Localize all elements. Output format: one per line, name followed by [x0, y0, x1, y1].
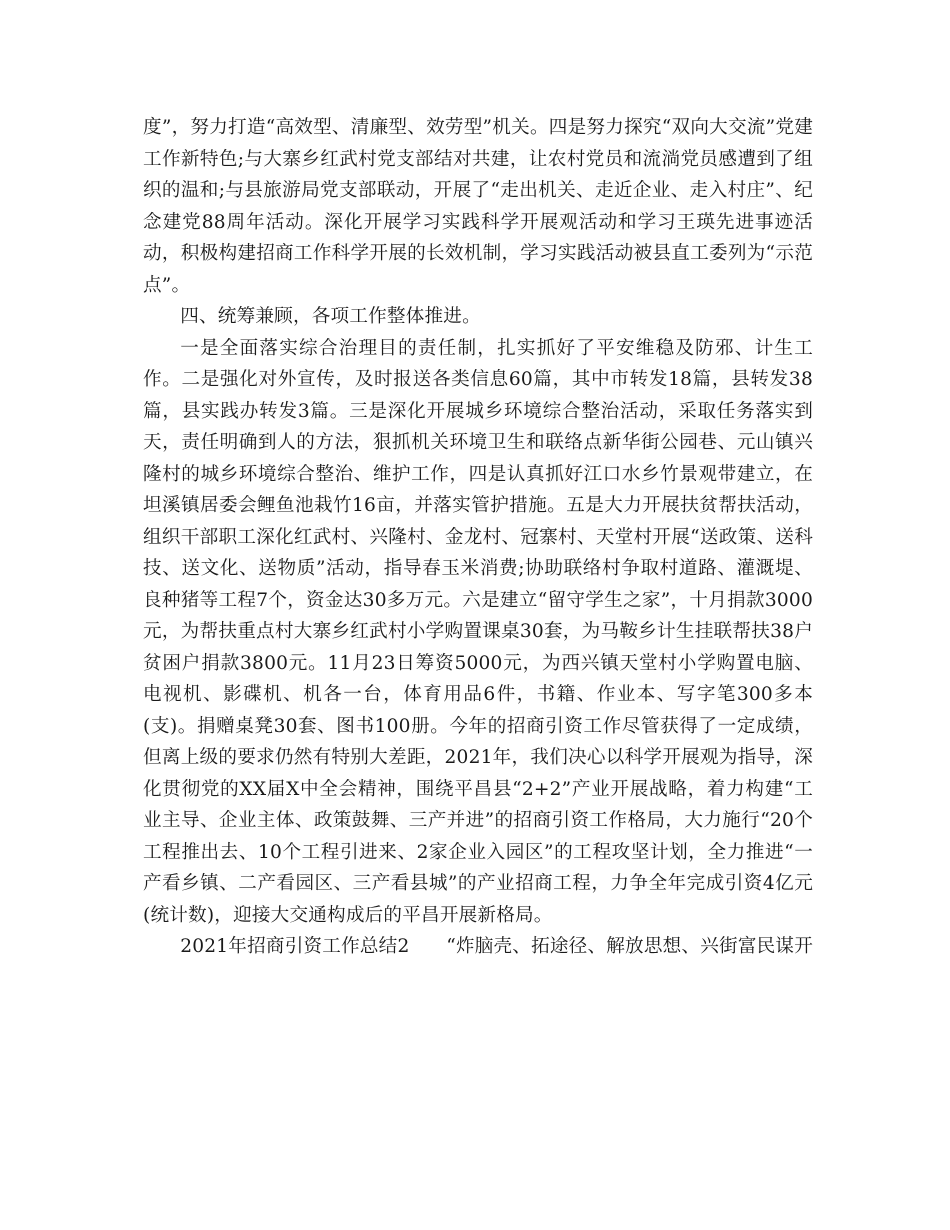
next-section-line [143, 931, 813, 963]
paragraph-overall-work: 一是全面落实综合治理目的责任制，扎实抓好了平安维稳及防邪、计生工作。二是强化对外宣传，及时报送各类信息60篇，其中市转发18篇，县转发38篇，县实践办转发3篇。三是深化开展城乡环境综合整治活动，采取任务落实到天，责任明确到人的方法，狠抓机关环境卫生和联络点新华街公园巷、元山镇兴隆村的城乡环境综合整治、维护工作，四是认真抓好江口水乡竹景观带建立，在坦溪镇居委会鲤鱼池栽竹16亩，并落实管护措施。五是大力开展扶贫帮扶活动，组织干部职工深化红武村、兴隆村、金龙村、冠寨村、天堂村开展“送政策、送科技、送文化、送物质”活动，指导春玉米消费;协助联络村争取村道路、灌溉堤、良种猪等工程7个，资金达30多万元。六是建立“留守学生之家”，十月捐款3000元，为帮扶重点村大寨乡红武村小学购置课桌30套，为马鞍乡计生挂联帮扶38户贫困户捐款3800元。11月23日筹资5000元，为西兴镇天堂村小学购置电脑、电视机、影碟机、机各一台，体育用品6件，书籍、作业本、写字笔300多本(支)。捐赠桌凳30套、图书100册。今年的招商引资工作尽管获得了一定成绩，但离上级的要求仍然有特别大差距，2021年，我们决心以科学开展观为指导，深化贯彻党的XX届X中全会精神，围绕平昌县“2+2”产业开展战略，着力构建“工业主导、企业主体、政策鼓舞、三产并进”的招商引资工作格局，大力施行“20个工程推出去、10个工程引进来、2家企业入园区”的工程攻坚计划，全力推进“一产看乡镇、二产看园区、三产看县城”的产业招商工程，力争全年完成引资4亿元(统计数)，迎接大交通构成后的平昌开展新格局。 [143, 337, 813, 926]
paragraph-party-building: 度”，努力打造“高效型、清廉型、效劳型”机关。四是努力探究“双向大交流”党建工作新特色;与大寨乡红武村党支部结对共建，让农村党员和流淌党员感遭到了组织的温和;与县旅游局党支部联动，开展了“走出机关、走近企业、走入村庄”、纪念建党88周年活动。深化开展学习实践科学开展观活动和学习王瑛先进事迹活动，积极构建招商工作科学开展的长效机制，学习实践活动被县直工委列为“示范点”。 [143, 117, 813, 296]
section-heading-four: 四、统筹兼顾，各项工作整体推进。 [180, 306, 481, 327]
next-section-opening: “炸脑壳、拓途径、解放思想、兴街富民谋开 [446, 936, 813, 957]
document-body [143, 112, 813, 963]
next-section-title: 2021年招商引资工作总结2 [180, 936, 410, 957]
